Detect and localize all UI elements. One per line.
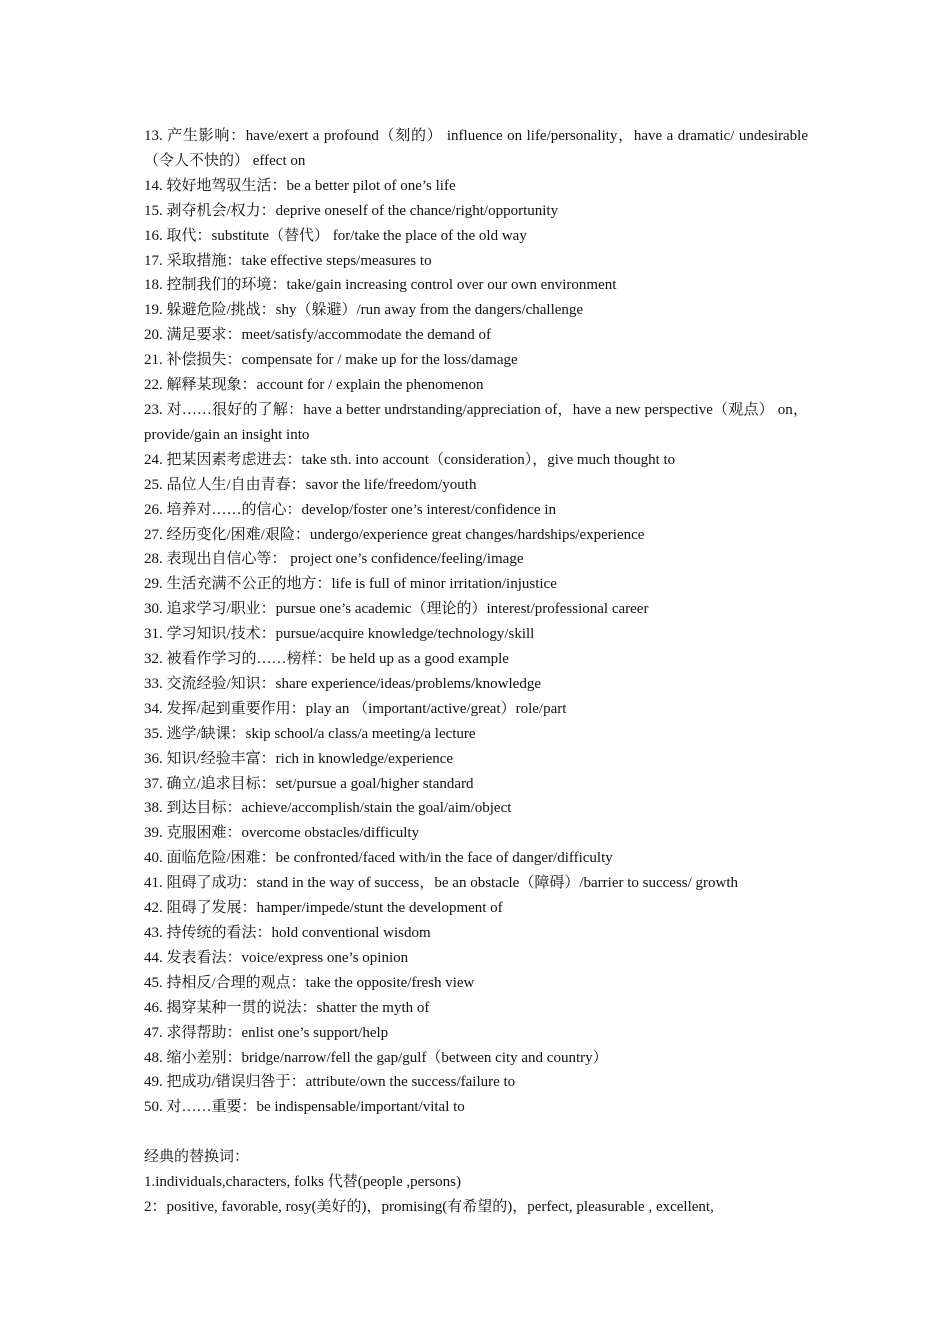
phrase-line: 27. 经历变化/困难/艰险：undergo/experience great changes/hardships/experience [144,526,645,543]
phrase-line: 26. 培养对……的信心：develop/foster one’s interest/confidence in [144,501,556,518]
synonyms-heading: 经典的替换词： [144,1149,250,1166]
phrase-line: 43. 持传统的看法：hold conventional wisdom [144,925,431,941]
phrase-line: 48. 缩小差别：bridge/narrow/fell the gap/gulf（between city and country） [144,1049,608,1066]
phrase-line: 50. 对……重要：be indispensable/important/vital to [144,1099,465,1116]
phrase-line: 35. 逃学/缺课：skip school/a class/a meeting/a lecture [144,725,476,742]
phrase-line: 25. 品位人生/自由青春：savor the life/freedom/youth [144,476,477,493]
synonym-line: 2：positive, favorable, rosy(美好的)，promising(有希望的)，perfect, pleasurable , excellent, [144,1198,714,1215]
phrase-line: 28. 表现出自信心等： project one’s confidence/feeling/image [144,551,524,568]
phrase-line: 38. 到达目标：achieve/accomplish/stain the goal/aim/object [144,800,512,817]
phrase-line: 34. 发挥/起到重要作用：play an （important/active/great）role/part [144,700,567,717]
phrase-line: 49. 把成功/错误归咎于：attribute/own the success/failure to [144,1074,516,1091]
phrase-line: 18. 控制我们的环境：take/gain increasing control over our own environment [144,277,617,294]
phrase-line: 19. 躲避危险/挑战：shy（躲避）/run away from the dangers/challenge [144,302,584,319]
phrase-line: 17. 采取措施：take effective steps/measures to [144,252,432,269]
paragraph-gap [144,1120,808,1145]
phrase-line: 20. 满足要求：meet/satisfy/accommodate the demand of [144,327,491,344]
phrase-line: 30. 追求学习/职业：pursue one’s academic（理论的）interest/professional career [144,601,649,618]
phrase-line: 23. 对……很好的了解：have a better undrstanding/appreciation of，have a new perspective（观点） on，provide/gain an insight into [144,401,808,443]
phrase-line: 42. 阻碍了发展：hamper/impede/stunt the development of [144,900,503,917]
phrase-line: 39. 克服困难：overcome obstacles/difficulty [144,825,420,842]
phrase-line: 21. 补偿损失：compensate for / make up for the loss/damage [144,352,518,369]
phrase-line: 44. 发表看法：voice/express one’s opinion [144,949,409,966]
phrase-line: 46. 揭穿某种一贯的说法：shatter the myth of [144,999,430,1016]
phrase-line: 22. 解释某现象：account for / explain the phenomenon [144,377,484,394]
phrase-line: 16. 取代：substitute（替代） for/take the place of the old way [144,227,527,244]
phrase-line: 32. 被看作学习的……榜样：be held up as a good example [144,651,509,668]
phrase-line: 40. 面临危险/困难：be confronted/faced with/in the face of danger/difficulty [144,850,613,867]
phrase-line: 24. 把某因素考虑进去：take sth. into account（consideration），give much thought to [144,451,676,468]
phrase-line: 37. 确立/追求目标：set/pursue a goal/higher standard [144,775,474,792]
phrase-line: 15. 剥夺机会/权力：deprive oneself of the chance/right/opportunity [144,202,559,219]
phrase-line: 41. 阻碍了成功：stand in the way of success，be an obstacle（障碍）/barrier to success/ growth [144,875,739,892]
phrase-line: 14. 较好地驾驭生活：be a better pilot of one’s life [144,177,456,194]
phrase-line: 29. 生活充满不公正的地方：life is full of minor irritation/injustice [144,576,557,593]
phrase-line: 13. 产生影响：have/exert a profound（刻的） influence on life/personality，have a dramatic/ undesirable（令人不快的） effect on [144,128,808,169]
document-body [144,124,808,1220]
phrase-line: 33. 交流经验/知识：share experience/ideas/problems/knowledge [144,675,541,692]
phrase-line: 47. 求得帮助：enlist one’s support/help [144,1024,389,1041]
phrase-line: 45. 持相反/合理的观点：take the opposite/fresh view [144,974,475,991]
phrase-line: 31. 学习知识/技术：pursue/acquire knowledge/technology/skill [144,626,535,643]
synonym-line: 1.individuals,characters, folks 代替(people ,persons) [144,1174,461,1191]
phrase-line: 36. 知识/经验丰富：rich in knowledge/experience [144,750,454,767]
